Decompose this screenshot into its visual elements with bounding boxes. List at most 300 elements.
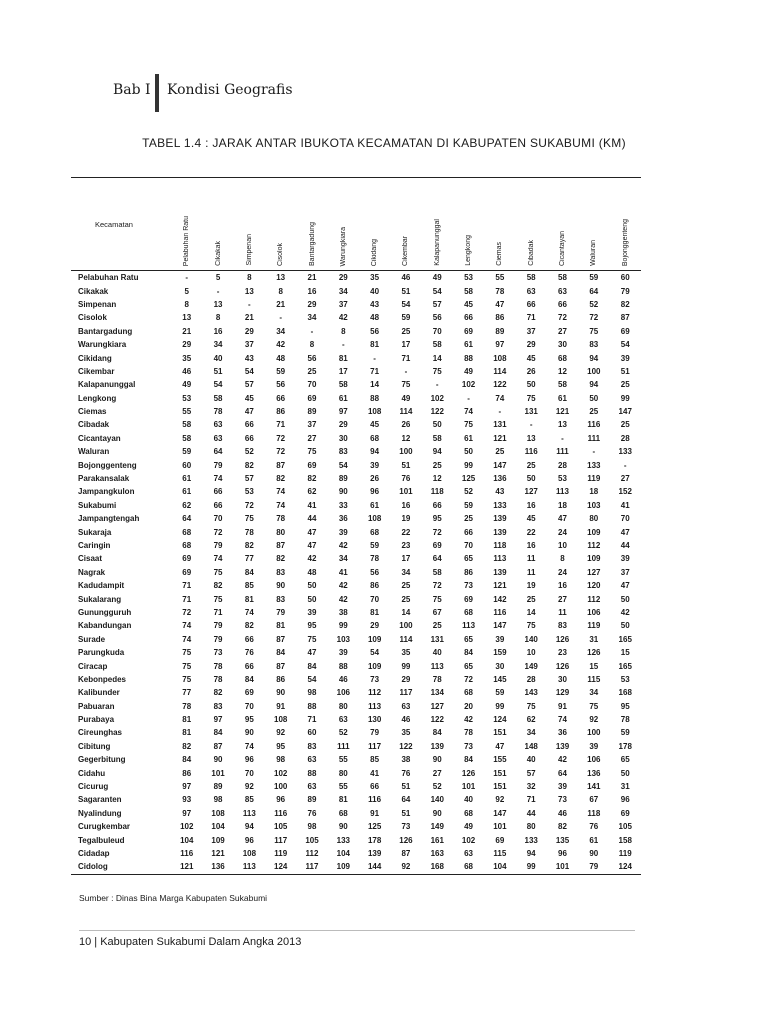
table-row bbox=[71, 284, 641, 297]
source-note: Sumber : Dinas Bina Marga Kabupaten Sukabumi bbox=[79, 893, 268, 903]
footer-divider bbox=[79, 930, 635, 931]
table-cell: 97 bbox=[213, 715, 223, 725]
table-cell: 149 bbox=[430, 822, 444, 832]
table-cell: 81 bbox=[182, 728, 192, 738]
table-cell: 52 bbox=[338, 728, 348, 738]
table-cell: 58 bbox=[464, 286, 474, 296]
table-cell: 89 bbox=[213, 782, 223, 792]
table-cell: 68 bbox=[464, 808, 474, 818]
table-cell: 105 bbox=[618, 822, 632, 832]
table-cell: 130 bbox=[367, 715, 382, 725]
table-cell: 102 bbox=[461, 835, 476, 845]
table-cell: 86 bbox=[182, 768, 192, 778]
table-cell: 16 bbox=[558, 581, 567, 591]
table-cell: 66 bbox=[526, 299, 536, 309]
table-cell: 24 bbox=[558, 567, 567, 577]
table-cell: 91 bbox=[276, 701, 286, 711]
row-name: Lengkong bbox=[78, 393, 117, 403]
table-cell: 50 bbox=[307, 594, 317, 604]
table-cell: 42 bbox=[338, 594, 348, 604]
table-cell: 86 bbox=[276, 407, 286, 417]
table-cell: 125 bbox=[461, 474, 476, 484]
row-name: Sukalarang bbox=[78, 594, 122, 604]
table-header-row bbox=[71, 178, 641, 271]
row-name: Parungkuda bbox=[78, 648, 125, 658]
table-cell: 76 bbox=[401, 474, 411, 484]
table-cell: 84 bbox=[464, 648, 474, 658]
table-cell: 11 bbox=[526, 567, 536, 577]
table-cell: 98 bbox=[276, 755, 286, 765]
table-cell: 65 bbox=[464, 661, 474, 671]
table-cell: 25 bbox=[495, 447, 505, 457]
table-cell: 80 bbox=[338, 768, 348, 778]
table-cell: 21 bbox=[276, 299, 286, 309]
table-cell: 78 bbox=[495, 286, 505, 296]
table-cell: 53 bbox=[182, 393, 192, 403]
table-cell: 48 bbox=[307, 567, 317, 577]
column-header bbox=[328, 178, 359, 271]
table-cell: 79 bbox=[213, 621, 223, 631]
table-cell: 133 bbox=[336, 835, 350, 845]
row-name: Cicantayan bbox=[78, 433, 121, 443]
table-cell: 34 bbox=[307, 313, 317, 323]
column-header bbox=[390, 178, 421, 271]
row-name: Waluran bbox=[78, 447, 110, 457]
table-cell: 147 bbox=[493, 460, 507, 470]
table-cell: 47 bbox=[558, 514, 567, 524]
table-cell: 80 bbox=[338, 701, 348, 711]
table-cell: 109 bbox=[328, 860, 359, 874]
table-cell: 25 bbox=[620, 380, 630, 390]
row-name: Curugkembar bbox=[78, 822, 131, 832]
table-cell: 36 bbox=[338, 514, 348, 524]
table-cell: 15 bbox=[589, 661, 599, 671]
table-cell: 56 bbox=[370, 326, 380, 336]
table-cell: 90 bbox=[589, 848, 599, 858]
table-cell: 73 bbox=[401, 822, 411, 832]
table-cell: 47 bbox=[495, 741, 505, 751]
table-cell: 80 bbox=[276, 527, 286, 537]
table-cell: 151 bbox=[493, 782, 507, 792]
table-cell: 69 bbox=[464, 326, 474, 336]
table-cell: 63 bbox=[526, 286, 536, 296]
table-cell: 83 bbox=[307, 741, 317, 751]
table-cell: 90 bbox=[276, 581, 286, 591]
table-cell: 41 bbox=[620, 500, 630, 510]
table-cell: 127 bbox=[524, 487, 538, 497]
table-cell: 25 bbox=[307, 366, 317, 376]
table-cell: 34 bbox=[589, 688, 599, 698]
table-cell: 94 bbox=[526, 848, 536, 858]
table-cell: 36 bbox=[558, 728, 567, 738]
table-cell: 66 bbox=[464, 313, 474, 323]
table-cell: 78 bbox=[432, 674, 442, 684]
table-cell: 32 bbox=[526, 782, 536, 792]
table-cell: 113 bbox=[462, 621, 476, 631]
table-cell: 58 bbox=[558, 273, 567, 283]
table-cell: 109 bbox=[587, 554, 601, 564]
table-cell: 46 bbox=[401, 273, 411, 283]
table-cell: 124 bbox=[493, 715, 507, 725]
table-cell: 53 bbox=[464, 273, 474, 283]
table-cell: 82 bbox=[558, 822, 567, 832]
table-cell: 94 bbox=[244, 822, 254, 832]
table-cell: 35 bbox=[370, 273, 380, 283]
table-cell: 45 bbox=[370, 420, 380, 430]
table-cell: 126 bbox=[555, 634, 570, 644]
table-cell: 64 bbox=[401, 795, 411, 805]
table-cell: 129 bbox=[555, 688, 570, 698]
table-cell: 111 bbox=[556, 447, 569, 457]
table-cell: 78 bbox=[276, 514, 286, 524]
table-cell: 165 bbox=[618, 661, 632, 671]
table-cell: 121 bbox=[493, 433, 507, 443]
table-cell: 56 bbox=[276, 380, 286, 390]
column-header-label: Waluran bbox=[590, 240, 598, 266]
table-cell: 83 bbox=[213, 701, 223, 711]
table-cell: 101 bbox=[211, 768, 225, 778]
table-cell: 11 bbox=[526, 554, 536, 564]
row-name: Kabandungan bbox=[78, 621, 132, 631]
row-name: Parakansalak bbox=[78, 474, 130, 484]
table-cell: - bbox=[279, 313, 283, 323]
table-cell: 118 bbox=[493, 541, 507, 550]
column-header bbox=[296, 178, 327, 271]
table-cell: 121 bbox=[493, 581, 507, 591]
column-header bbox=[516, 178, 547, 271]
table-cell: 17 bbox=[338, 366, 348, 376]
table-cell: 71 bbox=[182, 594, 192, 604]
table-cell: 79 bbox=[213, 541, 223, 550]
table-cell: 50 bbox=[620, 594, 630, 604]
table-cell: 61 bbox=[370, 500, 380, 510]
section-title: Kondisi Geografis bbox=[167, 82, 293, 98]
table-cell: 121 bbox=[171, 860, 202, 874]
table-cell: 74 bbox=[558, 715, 567, 725]
table-cell: 52 bbox=[244, 447, 254, 457]
table-cell: 62 bbox=[182, 500, 192, 510]
table-cell: 85 bbox=[370, 755, 380, 765]
table-cell: 47 bbox=[307, 648, 317, 658]
table-cell: 50 bbox=[620, 768, 630, 778]
table-row bbox=[71, 820, 641, 833]
row-name: Cisolok bbox=[78, 313, 107, 323]
table-row bbox=[71, 392, 641, 405]
table-cell: 72 bbox=[276, 447, 286, 457]
table-cell: 51 bbox=[401, 808, 411, 818]
table-cell: 106 bbox=[587, 607, 601, 617]
table-cell: 70 bbox=[307, 380, 317, 390]
table-cell: 35 bbox=[401, 728, 411, 738]
table-cell: 25 bbox=[401, 326, 411, 336]
table-cell: 94 bbox=[370, 447, 380, 457]
table-cell: 29 bbox=[182, 340, 192, 350]
table-cell: 97 bbox=[495, 340, 505, 350]
table-cell: 86 bbox=[370, 581, 380, 591]
table-cell: 140 bbox=[430, 795, 444, 805]
table-cell: 47 bbox=[307, 541, 317, 550]
table-cell: 95 bbox=[307, 621, 317, 631]
table-cell: 57 bbox=[244, 380, 254, 390]
table-cell: 75 bbox=[213, 594, 223, 604]
table-cell: 54 bbox=[401, 299, 411, 309]
table-cell: 34 bbox=[526, 728, 536, 738]
table-cell: 79 bbox=[578, 860, 609, 874]
table-cell: 12 bbox=[558, 366, 567, 376]
table-cell: 90 bbox=[432, 808, 442, 818]
table-cell: 29 bbox=[401, 674, 411, 684]
table-cell: - bbox=[185, 273, 189, 283]
table-cell: 121 bbox=[211, 848, 225, 858]
table-cell: - bbox=[498, 407, 502, 417]
table-cell: 28 bbox=[526, 674, 536, 684]
table-cell: 13 bbox=[182, 313, 192, 323]
table-cell: 61 bbox=[464, 433, 474, 443]
row-name: Ciracap bbox=[78, 661, 108, 671]
table-cell: 74 bbox=[464, 407, 474, 417]
table-cell: 148 bbox=[524, 741, 538, 751]
table-cell: 119 bbox=[618, 848, 632, 858]
table-cell: 91 bbox=[370, 808, 380, 818]
table-cell: 37 bbox=[620, 567, 630, 577]
table-cell: 22 bbox=[526, 527, 536, 537]
table-cell: - bbox=[404, 366, 408, 376]
row-name: Gegerbitung bbox=[78, 755, 126, 765]
table-cell: 88 bbox=[307, 701, 317, 711]
table-cell: 88 bbox=[338, 661, 348, 671]
table-cell: 39 bbox=[370, 460, 380, 470]
table-cell: 17 bbox=[401, 554, 411, 564]
table-cell: 90 bbox=[432, 755, 442, 765]
table-cell: 68 bbox=[182, 527, 192, 537]
table-cell: 97 bbox=[182, 782, 192, 792]
table-cell: 13 bbox=[213, 299, 223, 309]
table-cell: 19 bbox=[401, 514, 411, 524]
table-cell: - bbox=[561, 433, 564, 443]
table-cell: 27 bbox=[432, 768, 442, 778]
table-cell: 75 bbox=[244, 514, 254, 524]
table-cell: 108 bbox=[367, 407, 382, 417]
column-header bbox=[359, 178, 390, 271]
table-cell: 82 bbox=[182, 741, 192, 751]
table-cell: 119 bbox=[587, 621, 601, 631]
table-cell: 144 bbox=[359, 860, 390, 874]
row-name: Ciemas bbox=[78, 407, 107, 417]
table-cell: 43 bbox=[244, 353, 254, 363]
table-row bbox=[71, 619, 641, 632]
table-cell: 96 bbox=[620, 795, 630, 805]
table-cell: 37 bbox=[338, 299, 348, 309]
table-cell: 21 bbox=[182, 326, 192, 336]
table-cell: 66 bbox=[213, 487, 223, 497]
table-cell: 48 bbox=[370, 313, 380, 323]
table-cell: 82 bbox=[276, 474, 286, 484]
table-cell: 149 bbox=[524, 661, 538, 671]
row-name: Cibitung bbox=[78, 741, 111, 751]
table-cell: 84 bbox=[213, 728, 223, 738]
row-name: Kalapanunggal bbox=[78, 380, 136, 390]
table-cell: 71 bbox=[370, 366, 380, 376]
table-row bbox=[71, 552, 641, 565]
table-cell: 29 bbox=[307, 299, 317, 309]
table-cell: 113 bbox=[368, 701, 382, 711]
table-cell: 151 bbox=[493, 728, 507, 738]
table-cell: 151 bbox=[493, 768, 507, 778]
table-cell: 83 bbox=[558, 621, 567, 631]
table-cell: 64 bbox=[589, 286, 599, 296]
column-header bbox=[484, 178, 515, 271]
table-cell: 14 bbox=[526, 607, 536, 617]
table-cell: 42 bbox=[307, 554, 317, 564]
row-name: Pelabuhan Ratu bbox=[78, 273, 139, 283]
table-cell: 53 bbox=[244, 487, 254, 497]
table-cell: 168 bbox=[618, 688, 632, 698]
table-cell: 26 bbox=[526, 366, 536, 376]
table-cell: 127 bbox=[587, 567, 601, 577]
table-cell: 105 bbox=[274, 822, 288, 832]
table-cell: 101 bbox=[461, 782, 476, 792]
table-cell: 82 bbox=[244, 460, 254, 470]
table-cell: 75 bbox=[589, 701, 599, 711]
table-cell: 58 bbox=[526, 273, 536, 283]
table-cell: 99 bbox=[464, 460, 474, 470]
row-name: Bantargadung bbox=[78, 326, 133, 336]
table-cell: 54 bbox=[338, 460, 348, 470]
table-cell: 68 bbox=[338, 808, 348, 818]
table-cell: 72 bbox=[558, 313, 567, 323]
row-name: Cisaat bbox=[78, 554, 103, 564]
table-row bbox=[71, 646, 641, 659]
row-name: Cikidang bbox=[78, 353, 112, 363]
table-cell: 118 bbox=[587, 808, 601, 818]
table-cell: 75 bbox=[464, 420, 474, 430]
table-cell: 108 bbox=[274, 715, 288, 725]
table-cell: 69 bbox=[244, 688, 254, 698]
table-cell: 66 bbox=[244, 420, 254, 430]
table-cell: 63 bbox=[213, 420, 223, 430]
table-cell: 76 bbox=[244, 648, 254, 658]
table-cell: - bbox=[592, 447, 596, 457]
table-cell: 14 bbox=[401, 607, 411, 617]
table-cell: 39 bbox=[589, 741, 599, 751]
table-cell: 56 bbox=[307, 353, 317, 363]
table-cell: 50 bbox=[526, 474, 536, 484]
table-cell: 58 bbox=[432, 433, 442, 443]
table-cell: 84 bbox=[432, 728, 442, 738]
table-cell: 59 bbox=[464, 500, 474, 510]
table-cell: 18 bbox=[558, 500, 567, 510]
table-cell: 11 bbox=[558, 607, 567, 617]
table-cell: 76 bbox=[307, 808, 317, 818]
table-cell: 87 bbox=[276, 541, 286, 550]
table-cell: 81 bbox=[370, 340, 380, 350]
table-cell: 38 bbox=[401, 755, 411, 765]
table-body bbox=[71, 271, 641, 875]
table-cell: 49 bbox=[432, 273, 442, 283]
table-cell: 20 bbox=[464, 701, 474, 711]
column-header bbox=[234, 178, 265, 271]
table-cell: 40 bbox=[213, 353, 223, 363]
row-name: Cireunghas bbox=[78, 728, 123, 738]
column-header bbox=[578, 178, 609, 271]
table-cell: - bbox=[248, 299, 251, 309]
table-cell: 54 bbox=[307, 674, 317, 684]
table-cell: 81 bbox=[338, 795, 348, 805]
table-cell: 96 bbox=[244, 755, 254, 765]
table-cell: - bbox=[623, 460, 627, 470]
table-cell: 77 bbox=[244, 554, 254, 564]
table-cell: 133 bbox=[524, 835, 538, 845]
table-cell: 79 bbox=[370, 728, 380, 738]
column-header-label: Kalapanunggal bbox=[433, 219, 441, 266]
table-cell: 101 bbox=[399, 487, 413, 497]
row-name: Cibadak bbox=[78, 420, 110, 430]
table-cell: 92 bbox=[589, 715, 599, 725]
table-row bbox=[71, 833, 641, 846]
table-cell: 70 bbox=[620, 514, 630, 524]
table-cell: 93 bbox=[182, 795, 192, 805]
table-cell: 84 bbox=[276, 648, 286, 658]
table-cell: 42 bbox=[620, 607, 630, 617]
table-row bbox=[71, 633, 641, 646]
table-cell: 133 bbox=[618, 447, 632, 457]
table-cell: 40 bbox=[370, 286, 380, 296]
table-cell: 91 bbox=[558, 701, 567, 711]
table-cell: 8 bbox=[341, 326, 346, 336]
table-cell: 117 bbox=[399, 688, 413, 698]
table-cell: 65 bbox=[620, 755, 630, 765]
table-cell: 104 bbox=[336, 848, 350, 858]
table-cell: 25 bbox=[464, 514, 474, 524]
table-cell: 39 bbox=[338, 648, 348, 658]
table-cell: 61 bbox=[182, 487, 192, 497]
row-name: Jampangtengah bbox=[78, 514, 140, 524]
table-cell: 73 bbox=[558, 795, 567, 805]
table-cell: 63 bbox=[213, 433, 223, 443]
table-cell: 112 bbox=[305, 848, 319, 858]
column-header-label: Bojonggenteng bbox=[621, 218, 629, 266]
table-cell: 71 bbox=[276, 420, 286, 430]
table-cell: 94 bbox=[589, 380, 599, 390]
table-cell: 98 bbox=[307, 822, 317, 832]
table-cell: 114 bbox=[399, 407, 413, 417]
table-cell: 58 bbox=[213, 393, 223, 403]
table-cell: 92 bbox=[495, 795, 505, 805]
table-cell: 15 bbox=[620, 648, 630, 658]
table-cell: 102 bbox=[274, 768, 288, 778]
table-cell: 59 bbox=[182, 447, 192, 457]
table-cell: 63 bbox=[464, 848, 474, 858]
table-cell: 78 bbox=[213, 661, 223, 671]
table-cell: 57 bbox=[526, 768, 536, 778]
table-title: TABEL 1.4 : JARAK ANTAR IBUKOTA KECAMATAN DI KABUPATEN SUKABUMI (KM) bbox=[142, 136, 626, 150]
table-cell: 54 bbox=[213, 380, 223, 390]
table-cell: 47 bbox=[620, 527, 630, 537]
row-name: Kalibunder bbox=[78, 688, 120, 698]
table-cell: 47 bbox=[495, 299, 505, 309]
table-cell: 124 bbox=[609, 860, 641, 874]
table-cell: 70 bbox=[432, 326, 442, 336]
table-cell: 27 bbox=[558, 326, 567, 336]
table-cell: 34 bbox=[276, 326, 286, 336]
table-cell: 131 bbox=[430, 634, 444, 644]
table-cell: 88 bbox=[370, 393, 380, 403]
table-cell: 54 bbox=[370, 648, 380, 658]
table-cell: 90 bbox=[338, 822, 348, 832]
table-cell: 147 bbox=[618, 407, 632, 417]
table-cell: 75 bbox=[432, 594, 442, 604]
table-cell: 56 bbox=[432, 313, 442, 323]
